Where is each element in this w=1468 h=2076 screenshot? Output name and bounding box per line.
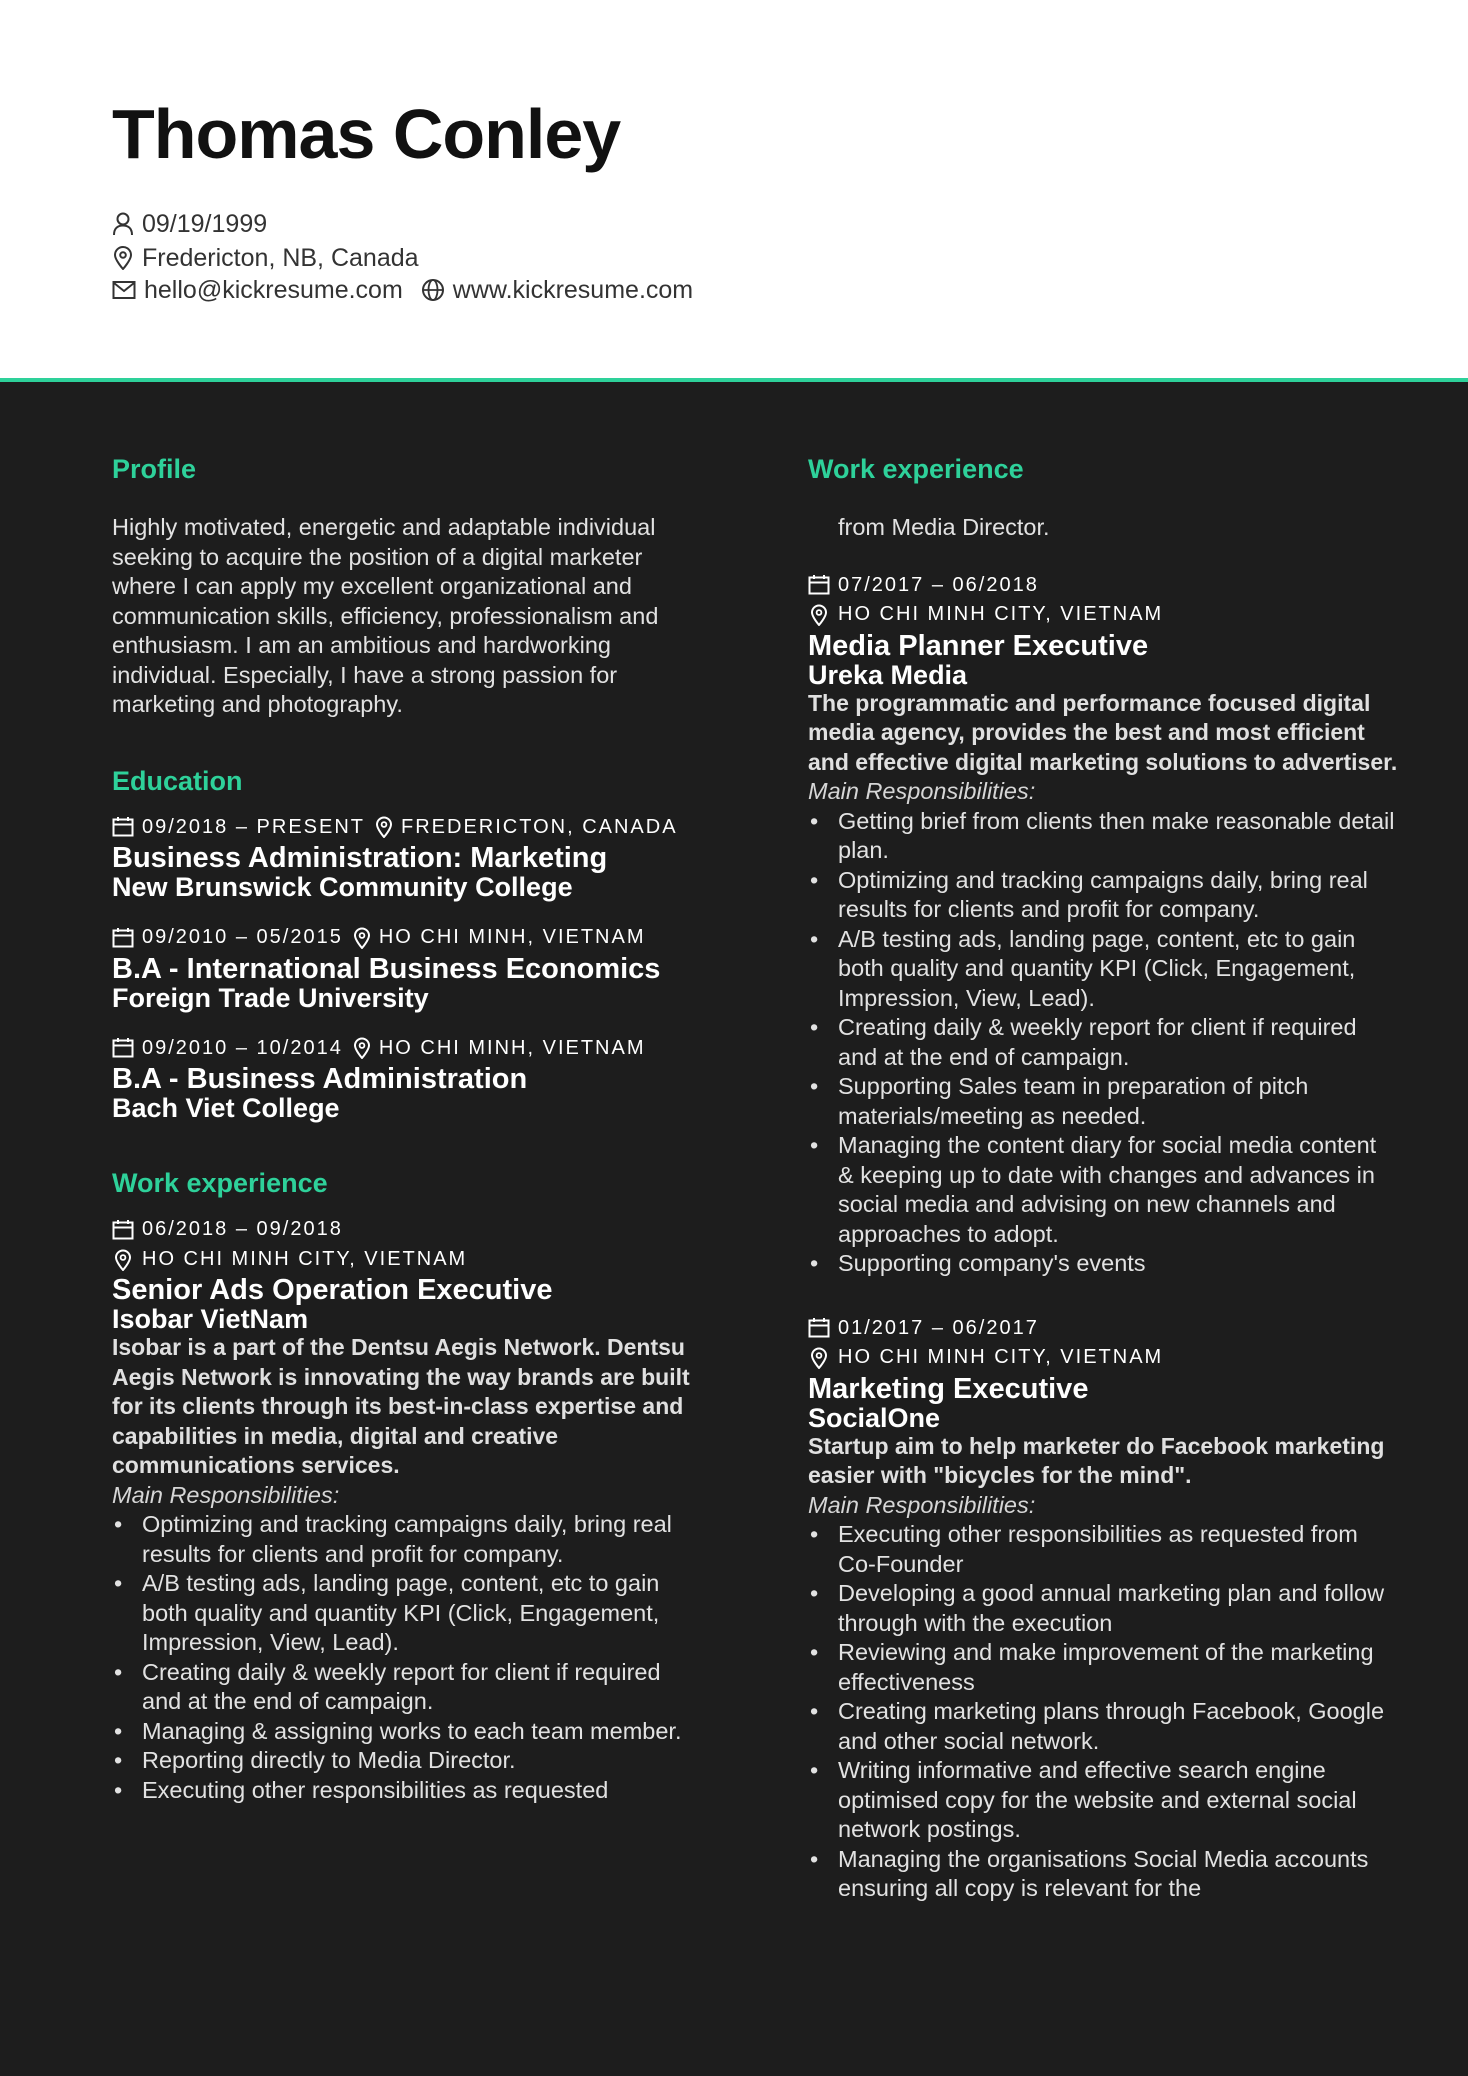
resume-body [0,382,1468,2076]
candidate-name: Thomas Conley [112,95,621,173]
school-name: New Brunswick Community College [112,872,573,903]
job-company: Isobar VietNam [112,1304,309,1335]
birthdate: 09/19/1999 [142,209,268,238]
job-entry [808,571,1398,1279]
person-icon [112,212,134,236]
list-item: • Reporting directly to Media Director. [112,1746,692,1776]
education-item [112,1034,692,1123]
job-position: Media Planner Executive [808,629,1149,662]
job-position: Senior Ads Operation Executive [112,1274,553,1307]
education-meta [112,923,692,953]
map-pin-icon [808,604,830,626]
job-location-row [808,600,1398,630]
education-meta [112,813,692,843]
right-column [808,452,1398,1939]
email-link[interactable]: hello@kickresume.com [144,275,403,304]
responsibilities-label: Main Responsibilities: [808,1491,1036,1518]
education-meta [112,1034,692,1064]
list-item: • Developing a good annual marketing plan and follow through with the execution [808,1579,1398,1638]
job-position: Marketing Executive [808,1372,1089,1405]
list-item: • Managing the content diary for social media content & keeping up to date with changes and advances in social media and advising on new channels and approaches to adopt. [808,1131,1398,1249]
location-row [112,243,419,273]
profile-text: Highly motivated, energetic and adaptable individual seeking to acquire the position of a digital marketer where I can apply my excellent organizational and communication skills, efficiency, professionalism and enthusiasm. I am an ambitious and hardworking individual. Especially, I have a strong passion for marketing and photography. [112,514,659,718]
responsibilities-label: Main Responsibilities: [112,1481,340,1508]
job-location: HO CHI MINH CITY, VIETNAM [142,1247,468,1270]
degree-title: Business Administration: Marketing [112,842,608,875]
responsibilities-list [808,1520,1398,1904]
list-item: • Reviewing and make improvement of the marketing effectiveness [808,1638,1398,1697]
calendar-icon [808,1317,830,1339]
responsibilities-list [808,807,1398,1279]
mail-icon [112,280,136,300]
contact-row [112,275,693,305]
map-pin-icon [353,1037,371,1059]
list-item: • Writing informative and effective search engine optimised copy for the website and external social network postings. [808,1756,1398,1845]
education-location: FREDERICTON, CANADA [401,815,678,838]
responsibilities-list [112,1510,692,1805]
school-name: Foreign Trade University [112,982,429,1013]
map-pin-icon [112,246,134,270]
list-item: • Creating daily & weekly report for client if required and at the end of campaign. [112,1658,692,1717]
profile-section [112,452,692,720]
list-item: • A/B testing ads, landing page, content, etc to gain both quality and quantity KPI (Click, Engagement, Impression, View, Lead). [112,1569,692,1658]
job-location: HO CHI MINH CITY, VIETNAM [838,603,1164,626]
school-name: Bach Viet College [112,1093,340,1124]
list-item: • Optimizing and tracking campaigns daily, bring real results for clients and profit for company. [808,866,1398,925]
map-pin-icon [112,1249,134,1271]
globe-icon [421,278,445,302]
job-dates: 01/2017 – 06/2017 [838,1316,1039,1339]
calendar-icon [112,927,134,949]
job-entry [808,1314,1398,1904]
list-item: • A/B testing ads, landing page, content, etc to gain both quality and quantity KPI (Click, Engagement, Impression, View, Lead). [808,925,1398,1014]
job-location-row [808,1343,1398,1373]
company-description: The programmatic and performance focused digital media agency, provides the best and most efficient and effective digital marketing solutions to advertiser. [808,689,1398,775]
list-item: • Supporting Sales team in preparation of pitch materials/meeting as needed. [808,1072,1398,1131]
resume-header [0,0,1468,378]
list-item: • Executing other responsibilities as requested from Co-Founder [808,1520,1398,1579]
job-dates-row [808,571,1398,601]
work-heading: Work experience [808,454,1024,484]
website-link[interactable]: www.kickresume.com [452,275,694,304]
education-heading: Education [112,765,243,796]
degree-title: B.A - International Business Economics [112,952,661,985]
calendar-icon [112,1037,134,1059]
job-location: HO CHI MINH CITY, VIETNAM [838,1346,1164,1369]
birthdate-row [112,209,267,239]
list-item: • Optimizing and tracking campaigns daily, bring real results for clients and profit for company. [112,1510,692,1569]
work-section-left [112,1166,692,1805]
map-pin-icon [808,1347,830,1369]
education-location: HO CHI MINH, VIETNAM [378,1036,646,1059]
education-section [112,764,692,1123]
home-location: Fredericton, NB, Canada [142,243,419,272]
job-company: SocialOne [808,1402,941,1433]
education-item [112,923,692,1012]
education-location: HO CHI MINH, VIETNAM [378,926,646,949]
calendar-icon [112,1219,134,1241]
list-item: • Creating marketing plans through Facebook, Google and other social network. [808,1697,1398,1756]
list-item: • Executing other responsibilities as requested [112,1776,692,1806]
company-description: Isobar is a part of the Dentsu Aegis Network. Dentsu Aegis Network is innovating the way brands are built for its clients through its best-in-class expertise and capabilities in media, digital and creative communications services. [112,1334,690,1479]
list-item: • Managing the organisations Social Media accounts ensuring all copy is relevant for the [808,1845,1398,1904]
profile-heading: Profile [112,454,197,484]
list-item: • Creating daily & weekly report for client if required and at the end of campaign. [808,1013,1398,1072]
job-dates: 06/2018 – 09/2018 [142,1218,343,1241]
job-company: Ureka Media [808,659,968,690]
calendar-icon [808,574,830,596]
education-item [112,813,692,902]
job-location-row [112,1245,692,1275]
job-dates-row [112,1215,692,1245]
calendar-icon [112,816,134,838]
company-description: Startup aim to help marketer do Facebook marketing easier with "bicycles for the mind". [808,1432,1385,1489]
work-heading: Work experience [112,1168,328,1199]
list-item: • Managing & assigning works to each team member. [112,1717,692,1747]
list-item: • Supporting company's events [808,1249,1398,1279]
left-column [112,452,692,1849]
education-dates: 09/2018 – PRESENT [142,815,365,838]
education-dates: 09/2010 – 05/2015 [142,926,343,949]
education-dates: 09/2010 – 10/2014 [142,1036,343,1059]
responsibilities-label: Main Responsibilities: [808,778,1036,805]
map-pin-icon [375,816,393,838]
continued-text: from Media Director. [838,514,1050,541]
job-dates-row [808,1314,1398,1344]
job-dates: 07/2017 – 06/2018 [838,573,1039,596]
map-pin-icon [353,927,371,949]
degree-title: B.A - Business Administration [112,1063,528,1096]
list-item: • Getting brief from clients then make reasonable detail plan. [808,807,1398,866]
